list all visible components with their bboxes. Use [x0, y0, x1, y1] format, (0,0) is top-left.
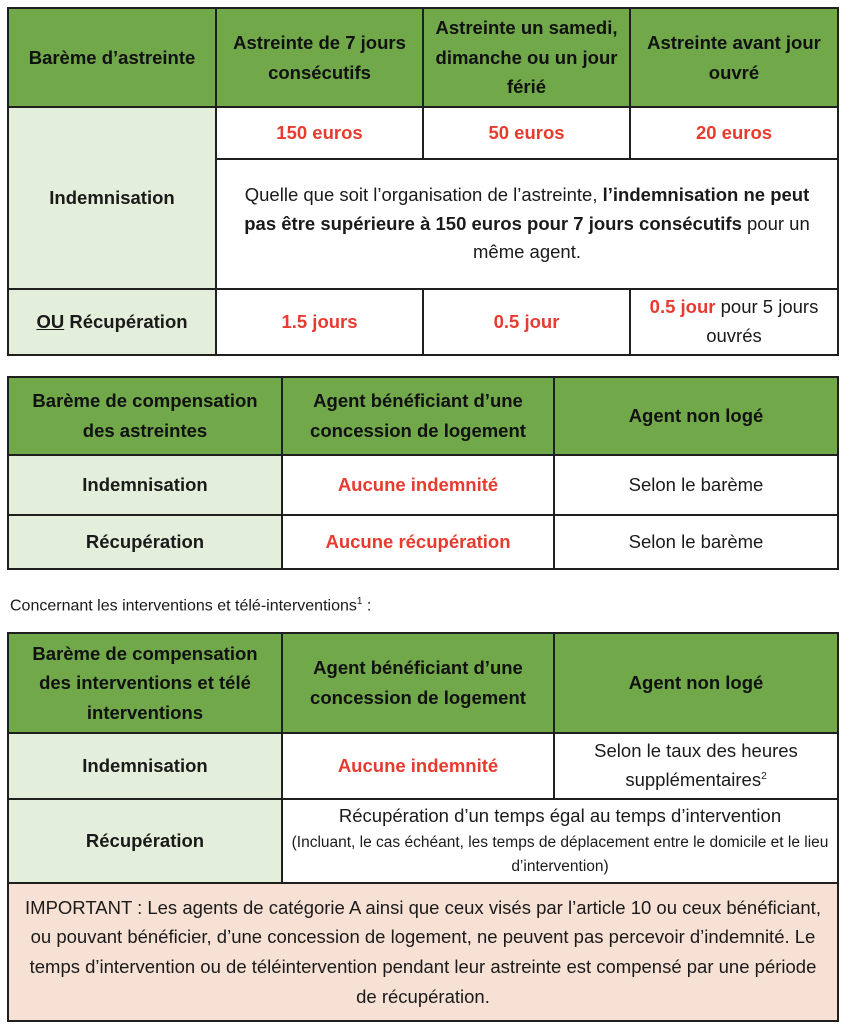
- table1-header-7-jours: Astreinte de 7 jours consécutifs: [216, 8, 423, 107]
- table2-recuperation-concession: Aucune récupération: [282, 515, 554, 569]
- table3-indemnisation-concession: Aucune indemnité: [282, 733, 554, 799]
- table1-amount-avant-jour-ouvre: 20 euros: [630, 107, 838, 159]
- recuperation-temps-text: Récupération d’un temps égal au temps d’intervention: [338, 804, 782, 826]
- intro-colon: :: [362, 597, 372, 615]
- table2-header-concession: Agent bénéficiant d’une concession de logement: [282, 377, 554, 455]
- table2-recuperation-non-loge: Selon le barème: [554, 515, 838, 569]
- table1-indemnisation-label: Indemnisation: [8, 107, 216, 289]
- interventions-intro: [10, 596, 371, 615]
- table1-recuperation-weekend: 0.5 jour: [423, 289, 630, 355]
- table1-amount-weekend: 50 euros: [423, 107, 630, 159]
- note-text-start: Quelle que soit l’organisation de l’astreinte,: [244, 183, 603, 205]
- table1-header-weekend: Astreinte un samedi, dimanche ou un jour férié: [423, 8, 630, 107]
- recuperation-deplacement-note: (Incluant, le cas échéant, les temps de déplacement entre le domicile et le lieu d’intervention): [291, 833, 829, 876]
- compensation-astreintes-table: [7, 376, 839, 570]
- table3-indemnisation-label: Indemnisation: [8, 733, 282, 799]
- bareme-astreinte-table: [7, 7, 839, 356]
- intro-text: Concernant les interventions et télé-interventions: [10, 597, 357, 615]
- table2-indemnisation-label: Indemnisation: [8, 455, 282, 515]
- note-text-end: pour un même agent.: [473, 212, 810, 263]
- table2-header-non-loge: Agent non logé: [554, 377, 838, 455]
- recuperation-last-value: 0.5 jour: [649, 296, 716, 318]
- compensation-interventions-table: [7, 632, 839, 1022]
- note-text-bold: l’indemnisation ne peut pas être supérieure à 150 euros pour 7 jours consécutifs: [244, 183, 810, 234]
- heures-supplementaires-text: Selon le taux des heures supplémentaires: [594, 740, 798, 790]
- table1-indemnisation-note: [216, 159, 838, 289]
- table1-recuperation-avant-jour-ouvre: [630, 289, 838, 355]
- important-notice: IMPORTANT : Les agents de catégorie A ainsi que ceux visés par l’article 10 ou ceux bénéficiant, ou pouvant bénéficier, d’une concession de logement, ne peuvent pas percevoir d’indemnité. Le temps d’intervention ou de téléintervention pendant leur astreinte est compensé par une période de récupération.: [8, 883, 838, 1021]
- table1-amount-7-jours: 150 euros: [216, 107, 423, 159]
- table2-recuperation-label: Récupération: [8, 515, 282, 569]
- table2-indemnisation-concession: Aucune indemnité: [282, 455, 554, 515]
- table1-header-avant-jour-ouvre: Astreinte avant jour ouvré: [630, 8, 838, 107]
- recuperation-label-text: Récupération: [64, 310, 188, 332]
- footnote-2-marker: 2: [761, 770, 767, 782]
- ou-label: OU: [36, 310, 65, 332]
- table2-header-bareme: Barème de compensation des astreintes: [8, 377, 282, 455]
- table1-recuperation-label: [8, 289, 216, 355]
- table3-indemnisation-non-loge: [554, 733, 838, 799]
- table3-recuperation-cell: [282, 799, 838, 883]
- table1-recuperation-7-jours: 1.5 jours: [216, 289, 423, 355]
- recuperation-last-text: pour 5 jours ouvrés: [706, 296, 819, 346]
- table3-header-bareme: Barème de compensation des interventions et télé interventions: [8, 633, 282, 733]
- table2-indemnisation-non-loge: Selon le barème: [554, 455, 838, 515]
- table1-header-bareme: Barème d’astreinte: [8, 8, 216, 107]
- table3-header-non-loge: Agent non logé: [554, 633, 838, 733]
- table3-recuperation-label: Récupération: [8, 799, 282, 883]
- footnote-1-marker: 1: [356, 596, 363, 607]
- table3-header-concession: Agent bénéficiant d’une concession de logement: [282, 633, 554, 733]
